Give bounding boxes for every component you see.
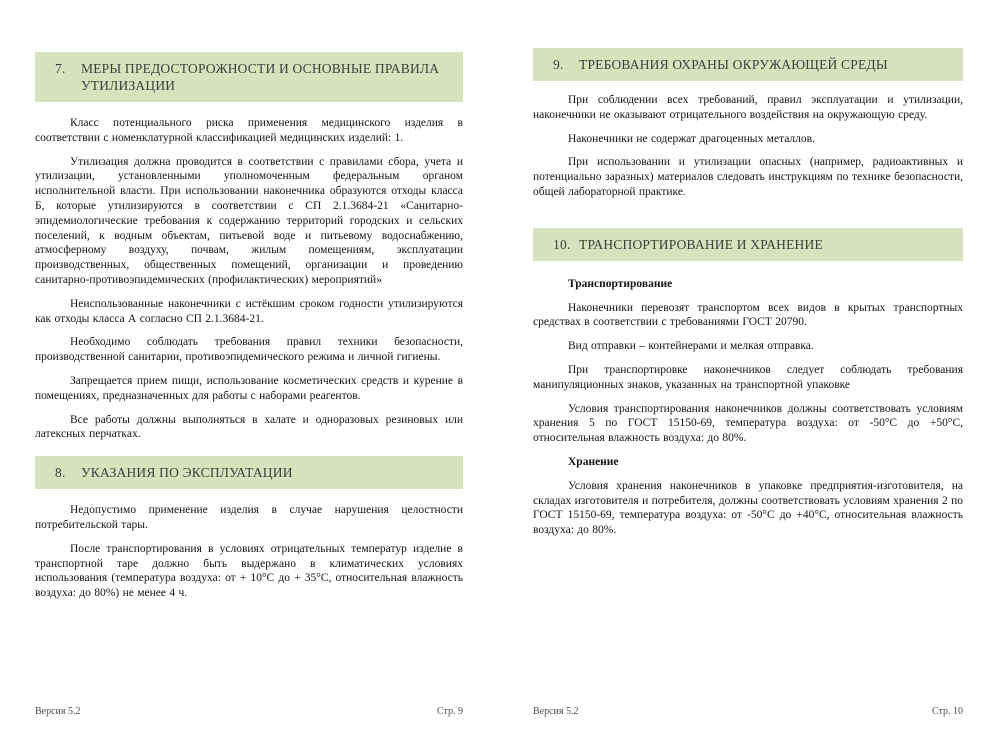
subheading-transport: Транспортирование <box>568 277 673 290</box>
section-7-title: МЕРЫ ПРЕДОСТОРОЖНОСТИ И ОСНОВНЫЕ ПРАВИЛА УТИЛИЗАЦИИ <box>81 61 440 93</box>
paragraph: Наконечники перевозят транспортом всех видов в крытых транспортных средствах в соответствии с требованиями ГОСТ 20790. <box>533 301 963 329</box>
section-8-header <box>35 456 463 489</box>
section-9-header <box>533 48 963 81</box>
footer-page-number: Стр. 9 <box>436 706 463 717</box>
section-10-title: ТРАНСПОРТИРОВАНИЕ И ХРАНЕНИЕ <box>579 236 823 252</box>
paragraph: Недопустимо применение изделия в случае нарушения целостности потребительской тары. <box>35 504 463 531</box>
footer-page-9 <box>35 706 463 717</box>
section-10-number: 10. <box>553 236 571 252</box>
subheading-storage: Хранение <box>568 455 619 468</box>
paragraph: Класс потенциального риска применения медицинского изделия в соответствии с номенклатурной классификацией медицинских изделий: 1. <box>35 117 463 144</box>
footer-version: Версия 5.2 <box>35 706 81 717</box>
section-9-number: 9. <box>553 57 564 72</box>
paragraph: Наконечники не содержат драгоценных металлов. <box>568 132 815 145</box>
section-7-number: 7. <box>55 61 66 76</box>
section-8-title: УКАЗАНИЯ ПО ЭКСПЛУАТАЦИИ <box>81 465 293 481</box>
paragraph: После транспортирования в условиях отрицательных температур изделие в транспортной таре должно быть выдержано в климатических условиях использования (температура воздуха: от + 10°С до + 35°С, относительная влажность воздуха: до 80%) не менее 4 ч. <box>35 542 463 600</box>
page-10 <box>533 0 963 547</box>
section-7-header <box>35 52 463 102</box>
section-9-title: ТРЕБОВАНИЯ ОХРАНЫ ОКРУЖАЮЩЕЙ СРЕДЫ <box>579 57 888 72</box>
paragraph: Утилизация должна проводится в соответствии с правилами сбора, учета и утилизации, установленными уполномоченным федеральным органом исполнительной власти. При использовании наконечника образуются отходы класса Б, которые утилизируются в соответствии с СП 2.1.3684-21 «Санитарно-эпидемиологические требования к содержанию территорий городских и сельских поселений, к водным объектам, питьевой воде и питьевому водоснабжению, атмосферному воздуху, почвам, жилым помещениям, эксплуатации производственных, общественных помещений, организации и проведению санитарно-противоэпидемических (профилактических) мероприятий» <box>35 155 463 286</box>
paragraph: Запрещается прием пищи, использование косметических средств и курение в помещениях, предназначенных для работы с наборами реагентов. <box>35 374 463 402</box>
page-9 <box>35 0 463 610</box>
footer-page-number: Стр. 10 <box>931 706 963 717</box>
paragraph: При транспортировке наконечников следует соблюдать требования манипуляционных знаков, указанных на транспортной упаковке <box>533 363 963 391</box>
footer-page-10 <box>533 706 963 717</box>
paragraph: Необходимо соблюдать требования правил техники безопасности, производственной санитарии, противоэпидемического режима и личной гигиены. <box>35 336 463 364</box>
paragraph: При соблюдении всех требований, правил эксплуатации и утилизации, наконечники не оказывают отрицательного воздействия на окружающую среду. <box>533 94 963 121</box>
paragraph: Все работы должны выполняться в халате и одноразовых резиновых или латексных перчатках. <box>35 413 463 441</box>
section-8-number: 8. <box>55 465 66 481</box>
paragraph: Неиспользованные наконечники с истёкшим сроком годности утилизируются как отходы класса А согласно СП 2.1.3684-21. <box>35 297 463 325</box>
paragraph: Вид отправки – контейнерами и мелкая отправка. <box>568 340 814 353</box>
paragraph: Условия хранения наконечников в упаковке предприятия-изготовителя, на складах изготовителя и потребителя, должны соответствовать условиям хранения 2 по ГОСТ 15150-69, температура воздуха: от -50°С до +40°С, относительная влажность воздуха: до 80%. <box>533 479 963 537</box>
section-10-header <box>533 228 963 261</box>
paragraph: При использовании и утилизации опасных (например, радиоактивных и потенциально заразных) материалов следовать инструкциям по технике безопасности, общей лабораторной практике. <box>533 156 963 198</box>
footer-version: Версия 5.2 <box>533 706 579 717</box>
paragraph: Условия транспортирования наконечников должны соответствовать условиям хранения 5 по ГОСТ 15150-69, температура воздуха: от -50°С до +50°С, относительная влажность воздуха: до 80%. <box>533 402 963 445</box>
